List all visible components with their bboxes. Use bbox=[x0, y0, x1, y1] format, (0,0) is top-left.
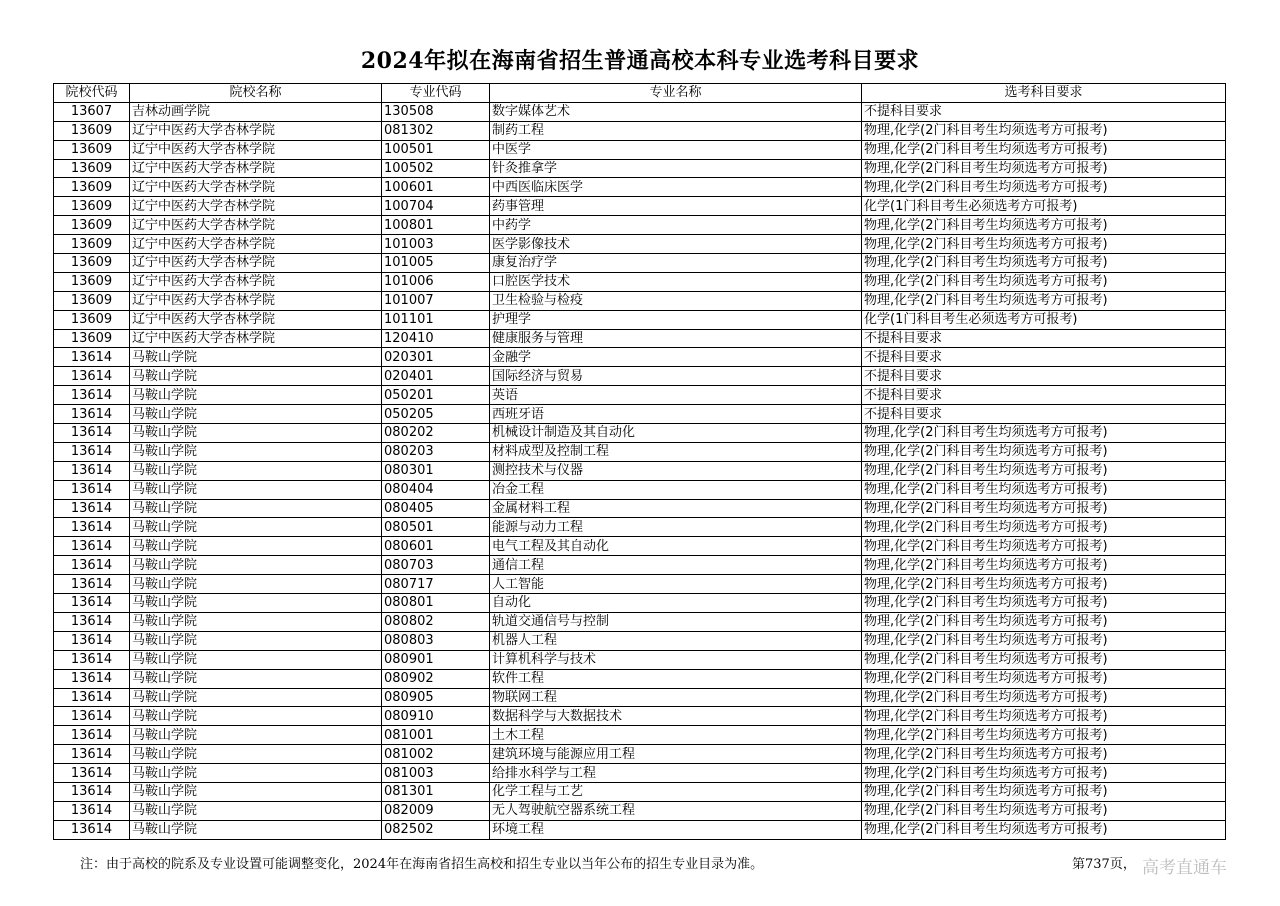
table-row bbox=[54, 575, 1226, 594]
cell-subject-requirement: 物理,化学(2门科目考生均须选考方可报考) bbox=[862, 801, 1226, 820]
cell-major-code: 080203 bbox=[382, 442, 490, 461]
table-row bbox=[54, 518, 1226, 537]
cell-major-code: 100501 bbox=[382, 140, 490, 159]
table-row bbox=[54, 537, 1226, 556]
cell-subject-requirement: 物理,化学(2门科目考生均须选考方可报考) bbox=[862, 518, 1226, 537]
table-header-row bbox=[54, 84, 1226, 103]
cell-major-code: 020301 bbox=[382, 348, 490, 367]
cell-major-name: 数字媒体艺术 bbox=[490, 102, 862, 121]
table-row bbox=[54, 764, 1226, 783]
table-row bbox=[54, 367, 1226, 386]
cell-major-name: 口腔医学技术 bbox=[490, 272, 862, 291]
cell-major-name: 中药学 bbox=[490, 216, 862, 235]
cell-school-code: 13614 bbox=[54, 367, 130, 386]
cell-subject-requirement: 物理,化学(2门科目考生均须选考方可报考) bbox=[862, 272, 1226, 291]
cell-school-name: 马鞍山学院 bbox=[130, 669, 382, 688]
cell-major-name: 建筑环境与能源应用工程 bbox=[490, 745, 862, 764]
cell-school-code: 13609 bbox=[54, 254, 130, 273]
cell-school-code: 13614 bbox=[54, 575, 130, 594]
table-row bbox=[54, 801, 1226, 820]
table-row bbox=[54, 310, 1226, 329]
cell-major-code: 081001 bbox=[382, 726, 490, 745]
table-body bbox=[54, 102, 1226, 839]
cell-major-name: 中西医临床医学 bbox=[490, 178, 862, 197]
cell-major-name: 西班牙语 bbox=[490, 405, 862, 424]
table-row bbox=[54, 688, 1226, 707]
cell-school-code: 13614 bbox=[54, 386, 130, 405]
cell-major-code: 080202 bbox=[382, 424, 490, 443]
cell-school-code: 13614 bbox=[54, 764, 130, 783]
table-row bbox=[54, 159, 1226, 178]
cell-major-code: 080301 bbox=[382, 461, 490, 480]
cell-major-code: 081002 bbox=[382, 745, 490, 764]
cell-major-name: 软件工程 bbox=[490, 669, 862, 688]
footer-note: 注：由于高校的院系及专业设置可能调整变化，2024年在海南省招生高校和招生专业以当年公布的招生专业目录为准。 bbox=[80, 857, 764, 872]
cell-major-name: 给排水科学与工程 bbox=[490, 764, 862, 783]
table-row bbox=[54, 499, 1226, 518]
cell-school-code: 13609 bbox=[54, 159, 130, 178]
cell-subject-requirement: 物理,化学(2门科目考生均须选考方可报考) bbox=[862, 782, 1226, 801]
cell-major-name: 通信工程 bbox=[490, 556, 862, 575]
cell-major-name: 人工智能 bbox=[490, 575, 862, 594]
table-row bbox=[54, 329, 1226, 348]
cell-school-name: 马鞍山学院 bbox=[130, 726, 382, 745]
cell-school-code: 13609 bbox=[54, 291, 130, 310]
cell-major-name: 电气工程及其自动化 bbox=[490, 537, 862, 556]
cell-major-name: 测控技术与仪器 bbox=[490, 461, 862, 480]
cell-school-code: 13609 bbox=[54, 272, 130, 291]
table-row bbox=[54, 235, 1226, 254]
table-row bbox=[54, 631, 1226, 650]
cell-subject-requirement: 物理,化学(2门科目考生均须选考方可报考) bbox=[862, 461, 1226, 480]
cell-school-name: 辽宁中医药大学杏林学院 bbox=[130, 140, 382, 159]
col-header-major-name: 专业名称 bbox=[490, 84, 862, 103]
cell-subject-requirement: 物理,化学(2门科目考生均须选考方可报考) bbox=[862, 726, 1226, 745]
cell-major-code: 080404 bbox=[382, 480, 490, 499]
cell-major-name: 制药工程 bbox=[490, 121, 862, 140]
cell-school-name: 马鞍山学院 bbox=[130, 764, 382, 783]
cell-major-name: 针灸推拿学 bbox=[490, 159, 862, 178]
cell-major-name: 无人驾驶航空器系统工程 bbox=[490, 801, 862, 820]
cell-school-name: 辽宁中医药大学杏林学院 bbox=[130, 178, 382, 197]
cell-major-name: 计算机科学与技术 bbox=[490, 650, 862, 669]
cell-major-code: 080405 bbox=[382, 499, 490, 518]
table-row bbox=[54, 820, 1226, 839]
cell-major-code: 100502 bbox=[382, 159, 490, 178]
cell-school-code: 13609 bbox=[54, 197, 130, 216]
cell-major-code: 080910 bbox=[382, 707, 490, 726]
cell-major-code: 101006 bbox=[382, 272, 490, 291]
cell-major-code: 081302 bbox=[382, 121, 490, 140]
cell-major-name: 英语 bbox=[490, 386, 862, 405]
cell-school-name: 辽宁中医药大学杏林学院 bbox=[130, 216, 382, 235]
cell-school-code: 13614 bbox=[54, 707, 130, 726]
cell-school-code: 13609 bbox=[54, 216, 130, 235]
cell-subject-requirement: 物理,化学(2门科目考生均须选考方可报考) bbox=[862, 537, 1226, 556]
cell-school-code: 13609 bbox=[54, 121, 130, 140]
cell-major-code: 082009 bbox=[382, 801, 490, 820]
cell-subject-requirement: 物理,化学(2门科目考生均须选考方可报考) bbox=[862, 688, 1226, 707]
cell-major-name: 化学工程与工艺 bbox=[490, 782, 862, 801]
cell-subject-requirement: 物理,化学(2门科目考生均须选考方可报考) bbox=[862, 121, 1226, 140]
cell-major-name: 机器人工程 bbox=[490, 631, 862, 650]
cell-major-code: 080703 bbox=[382, 556, 490, 575]
cell-school-name: 辽宁中医药大学杏林学院 bbox=[130, 329, 382, 348]
cell-school-code: 13607 bbox=[54, 102, 130, 121]
cell-school-code: 13614 bbox=[54, 348, 130, 367]
watermark: 高考直通车 bbox=[1142, 858, 1227, 878]
cell-subject-requirement: 不提科目要求 bbox=[862, 329, 1226, 348]
table-row bbox=[54, 121, 1226, 140]
cell-major-code: 080501 bbox=[382, 518, 490, 537]
cell-school-name: 马鞍山学院 bbox=[130, 348, 382, 367]
cell-major-code: 130508 bbox=[382, 102, 490, 121]
cell-school-code: 13614 bbox=[54, 650, 130, 669]
page-title: 2024年拟在海南省招生普通高校本科专业选考科目要求 bbox=[360, 48, 920, 74]
cell-school-code: 13614 bbox=[54, 669, 130, 688]
cell-subject-requirement: 物理,化学(2门科目考生均须选考方可报考) bbox=[862, 480, 1226, 499]
table-row bbox=[54, 612, 1226, 631]
cell-school-name: 马鞍山学院 bbox=[130, 499, 382, 518]
cell-major-name: 数据科学与大数据技术 bbox=[490, 707, 862, 726]
cell-school-code: 13609 bbox=[54, 310, 130, 329]
cell-major-name: 健康服务与管理 bbox=[490, 329, 862, 348]
table-row bbox=[54, 102, 1226, 121]
cell-major-code: 120410 bbox=[382, 329, 490, 348]
cell-subject-requirement: 物理,化学(2门科目考生均须选考方可报考) bbox=[862, 707, 1226, 726]
cell-major-name: 机械设计制造及其自动化 bbox=[490, 424, 862, 443]
cell-school-name: 马鞍山学院 bbox=[130, 745, 382, 764]
cell-major-code: 101101 bbox=[382, 310, 490, 329]
table-row bbox=[54, 669, 1226, 688]
cell-major-name: 国际经济与贸易 bbox=[490, 367, 862, 386]
cell-subject-requirement: 化学(1门科目考生必须选考方可报考) bbox=[862, 310, 1226, 329]
cell-school-name: 辽宁中医药大学杏林学院 bbox=[130, 310, 382, 329]
cell-major-name: 医学影像技术 bbox=[490, 235, 862, 254]
cell-major-code: 101005 bbox=[382, 254, 490, 273]
cell-subject-requirement: 物理,化学(2门科目考生均须选考方可报考) bbox=[862, 764, 1226, 783]
cell-school-name: 辽宁中医药大学杏林学院 bbox=[130, 235, 382, 254]
cell-subject-requirement: 物理,化学(2门科目考生均须选考方可报考) bbox=[862, 575, 1226, 594]
cell-major-name: 冶金工程 bbox=[490, 480, 862, 499]
cell-school-name: 马鞍山学院 bbox=[130, 442, 382, 461]
cell-school-code: 13614 bbox=[54, 461, 130, 480]
cell-major-code: 080902 bbox=[382, 669, 490, 688]
cell-school-name: 辽宁中医药大学杏林学院 bbox=[130, 197, 382, 216]
cell-subject-requirement: 物理,化学(2门科目考生均须选考方可报考) bbox=[862, 254, 1226, 273]
cell-subject-requirement: 物理,化学(2门科目考生均须选考方可报考) bbox=[862, 594, 1226, 613]
cell-subject-requirement: 不提科目要求 bbox=[862, 367, 1226, 386]
cell-subject-requirement: 物理,化学(2门科目考生均须选考方可报考) bbox=[862, 216, 1226, 235]
cell-school-name: 辽宁中医药大学杏林学院 bbox=[130, 159, 382, 178]
cell-major-code: 080905 bbox=[382, 688, 490, 707]
table-row bbox=[54, 291, 1226, 310]
cell-school-code: 13614 bbox=[54, 499, 130, 518]
cell-school-code: 13614 bbox=[54, 556, 130, 575]
cell-major-name: 土木工程 bbox=[490, 726, 862, 745]
cell-major-code: 080901 bbox=[382, 650, 490, 669]
cell-subject-requirement: 不提科目要求 bbox=[862, 405, 1226, 424]
cell-major-code: 080717 bbox=[382, 575, 490, 594]
cell-school-code: 13609 bbox=[54, 329, 130, 348]
cell-school-code: 13614 bbox=[54, 801, 130, 820]
cell-school-name: 马鞍山学院 bbox=[130, 820, 382, 839]
cell-school-code: 13614 bbox=[54, 726, 130, 745]
cell-major-code: 082502 bbox=[382, 820, 490, 839]
table-row bbox=[54, 442, 1226, 461]
cell-school-name: 辽宁中医药大学杏林学院 bbox=[130, 291, 382, 310]
cell-major-name: 金属材料工程 bbox=[490, 499, 862, 518]
cell-major-name: 护理学 bbox=[490, 310, 862, 329]
table-row bbox=[54, 272, 1226, 291]
table-row bbox=[54, 405, 1226, 424]
cell-subject-requirement: 物理,化学(2门科目考生均须选考方可报考) bbox=[862, 650, 1226, 669]
cell-school-code: 13614 bbox=[54, 782, 130, 801]
cell-major-name: 药事管理 bbox=[490, 197, 862, 216]
cell-major-code: 080801 bbox=[382, 594, 490, 613]
cell-subject-requirement: 不提科目要求 bbox=[862, 386, 1226, 405]
cell-school-code: 13614 bbox=[54, 688, 130, 707]
cell-school-name: 马鞍山学院 bbox=[130, 575, 382, 594]
cell-school-name: 马鞍山学院 bbox=[130, 782, 382, 801]
cell-major-code: 100801 bbox=[382, 216, 490, 235]
cell-major-code: 020401 bbox=[382, 367, 490, 386]
cell-school-name: 吉林动画学院 bbox=[130, 102, 382, 121]
cell-subject-requirement: 物理,化学(2门科目考生均须选考方可报考) bbox=[862, 291, 1226, 310]
table-row bbox=[54, 480, 1226, 499]
cell-subject-requirement: 物理,化学(2门科目考生均须选考方可报考) bbox=[862, 159, 1226, 178]
table-row bbox=[54, 745, 1226, 764]
cell-school-name: 马鞍山学院 bbox=[130, 688, 382, 707]
table-row bbox=[54, 178, 1226, 197]
cell-school-name: 马鞍山学院 bbox=[130, 367, 382, 386]
cell-school-name: 马鞍山学院 bbox=[130, 594, 382, 613]
table-row bbox=[54, 424, 1226, 443]
table-row bbox=[54, 386, 1226, 405]
table-row bbox=[54, 140, 1226, 159]
cell-school-name: 马鞍山学院 bbox=[130, 612, 382, 631]
cell-school-code: 13614 bbox=[54, 745, 130, 764]
col-header-major-code: 专业代码 bbox=[382, 84, 490, 103]
cell-major-code: 101003 bbox=[382, 235, 490, 254]
cell-major-name: 自动化 bbox=[490, 594, 862, 613]
cell-major-code: 081301 bbox=[382, 782, 490, 801]
cell-subject-requirement: 物理,化学(2门科目考生均须选考方可报考) bbox=[862, 556, 1226, 575]
cell-subject-requirement: 不提科目要求 bbox=[862, 348, 1226, 367]
cell-school-code: 13614 bbox=[54, 480, 130, 499]
cell-major-code: 080601 bbox=[382, 537, 490, 556]
cell-school-code: 13614 bbox=[54, 442, 130, 461]
cell-school-name: 马鞍山学院 bbox=[130, 461, 382, 480]
table-row bbox=[54, 650, 1226, 669]
cell-subject-requirement: 物理,化学(2门科目考生均须选考方可报考) bbox=[862, 178, 1226, 197]
table-row bbox=[54, 782, 1226, 801]
cell-school-code: 13614 bbox=[54, 424, 130, 443]
cell-school-name: 马鞍山学院 bbox=[130, 650, 382, 669]
cell-school-name: 马鞍山学院 bbox=[130, 801, 382, 820]
cell-school-name: 辽宁中医药大学杏林学院 bbox=[130, 121, 382, 140]
cell-school-name: 马鞍山学院 bbox=[130, 424, 382, 443]
table-row bbox=[54, 707, 1226, 726]
cell-major-name: 卫生检验与检疫 bbox=[490, 291, 862, 310]
cell-major-name: 能源与动力工程 bbox=[490, 518, 862, 537]
cell-subject-requirement: 物理,化学(2门科目考生均须选考方可报考) bbox=[862, 612, 1226, 631]
cell-subject-requirement: 物理,化学(2门科目考生均须选考方可报考) bbox=[862, 631, 1226, 650]
cell-subject-requirement: 物理,化学(2门科目考生均须选考方可报考) bbox=[862, 820, 1226, 839]
cell-subject-requirement: 物理,化学(2门科目考生均须选考方可报考) bbox=[862, 442, 1226, 461]
cell-school-name: 马鞍山学院 bbox=[130, 631, 382, 650]
cell-school-name: 马鞍山学院 bbox=[130, 405, 382, 424]
cell-school-name: 马鞍山学院 bbox=[130, 480, 382, 499]
cell-subject-requirement: 物理,化学(2门科目考生均须选考方可报考) bbox=[862, 140, 1226, 159]
cell-subject-requirement: 不提科目要求 bbox=[862, 102, 1226, 121]
cell-school-name: 马鞍山学院 bbox=[130, 518, 382, 537]
col-header-school-name: 院校名称 bbox=[130, 84, 382, 103]
table-row bbox=[54, 594, 1226, 613]
cell-school-name: 马鞍山学院 bbox=[130, 707, 382, 726]
col-header-school-code: 院校代码 bbox=[54, 84, 130, 103]
cell-major-code: 100601 bbox=[382, 178, 490, 197]
cell-school-code: 13614 bbox=[54, 612, 130, 631]
cell-subject-requirement: 物理,化学(2门科目考生均须选考方可报考) bbox=[862, 669, 1226, 688]
cell-major-name: 中医学 bbox=[490, 140, 862, 159]
cell-major-code: 050205 bbox=[382, 405, 490, 424]
cell-school-code: 13614 bbox=[54, 518, 130, 537]
cell-school-code: 13609 bbox=[54, 140, 130, 159]
cell-major-name: 环境工程 bbox=[490, 820, 862, 839]
table-row bbox=[54, 197, 1226, 216]
cell-major-name: 轨道交通信号与控制 bbox=[490, 612, 862, 631]
col-header-subject-requirement: 选考科目要求 bbox=[862, 84, 1226, 103]
table-row bbox=[54, 726, 1226, 745]
cell-school-code: 13614 bbox=[54, 820, 130, 839]
cell-subject-requirement: 物理,化学(2门科目考生均须选考方可报考) bbox=[862, 745, 1226, 764]
cell-major-name: 康复治疗学 bbox=[490, 254, 862, 273]
table-row bbox=[54, 556, 1226, 575]
cell-major-name: 物联网工程 bbox=[490, 688, 862, 707]
table-row bbox=[54, 348, 1226, 367]
cell-major-name: 金融学 bbox=[490, 348, 862, 367]
cell-school-code: 13614 bbox=[54, 631, 130, 650]
cell-school-code: 13609 bbox=[54, 178, 130, 197]
table-row bbox=[54, 461, 1226, 480]
cell-school-name: 马鞍山学院 bbox=[130, 556, 382, 575]
cell-school-code: 13614 bbox=[54, 594, 130, 613]
page-number: 第737页， bbox=[1072, 857, 1136, 872]
cell-major-code: 100704 bbox=[382, 197, 490, 216]
cell-school-code: 13614 bbox=[54, 537, 130, 556]
table-row bbox=[54, 216, 1226, 235]
cell-major-code: 101007 bbox=[382, 291, 490, 310]
cell-major-code: 050201 bbox=[382, 386, 490, 405]
cell-major-code: 080802 bbox=[382, 612, 490, 631]
cell-subject-requirement: 物理,化学(2门科目考生均须选考方可报考) bbox=[862, 499, 1226, 518]
cell-school-name: 马鞍山学院 bbox=[130, 386, 382, 405]
cell-major-code: 080803 bbox=[382, 631, 490, 650]
table-row bbox=[54, 254, 1226, 273]
cell-school-name: 辽宁中医药大学杏林学院 bbox=[130, 272, 382, 291]
cell-school-name: 马鞍山学院 bbox=[130, 537, 382, 556]
cell-school-code: 13609 bbox=[54, 235, 130, 254]
cell-major-name: 材料成型及控制工程 bbox=[490, 442, 862, 461]
cell-major-code: 081003 bbox=[382, 764, 490, 783]
cell-subject-requirement: 化学(1门科目考生必须选考方可报考) bbox=[862, 197, 1226, 216]
cell-school-name: 辽宁中医药大学杏林学院 bbox=[130, 254, 382, 273]
cell-school-code: 13614 bbox=[54, 405, 130, 424]
cell-subject-requirement: 物理,化学(2门科目考生均须选考方可报考) bbox=[862, 235, 1226, 254]
cell-subject-requirement: 物理,化学(2门科目考生均须选考方可报考) bbox=[862, 424, 1226, 443]
requirements-table bbox=[53, 83, 1226, 840]
